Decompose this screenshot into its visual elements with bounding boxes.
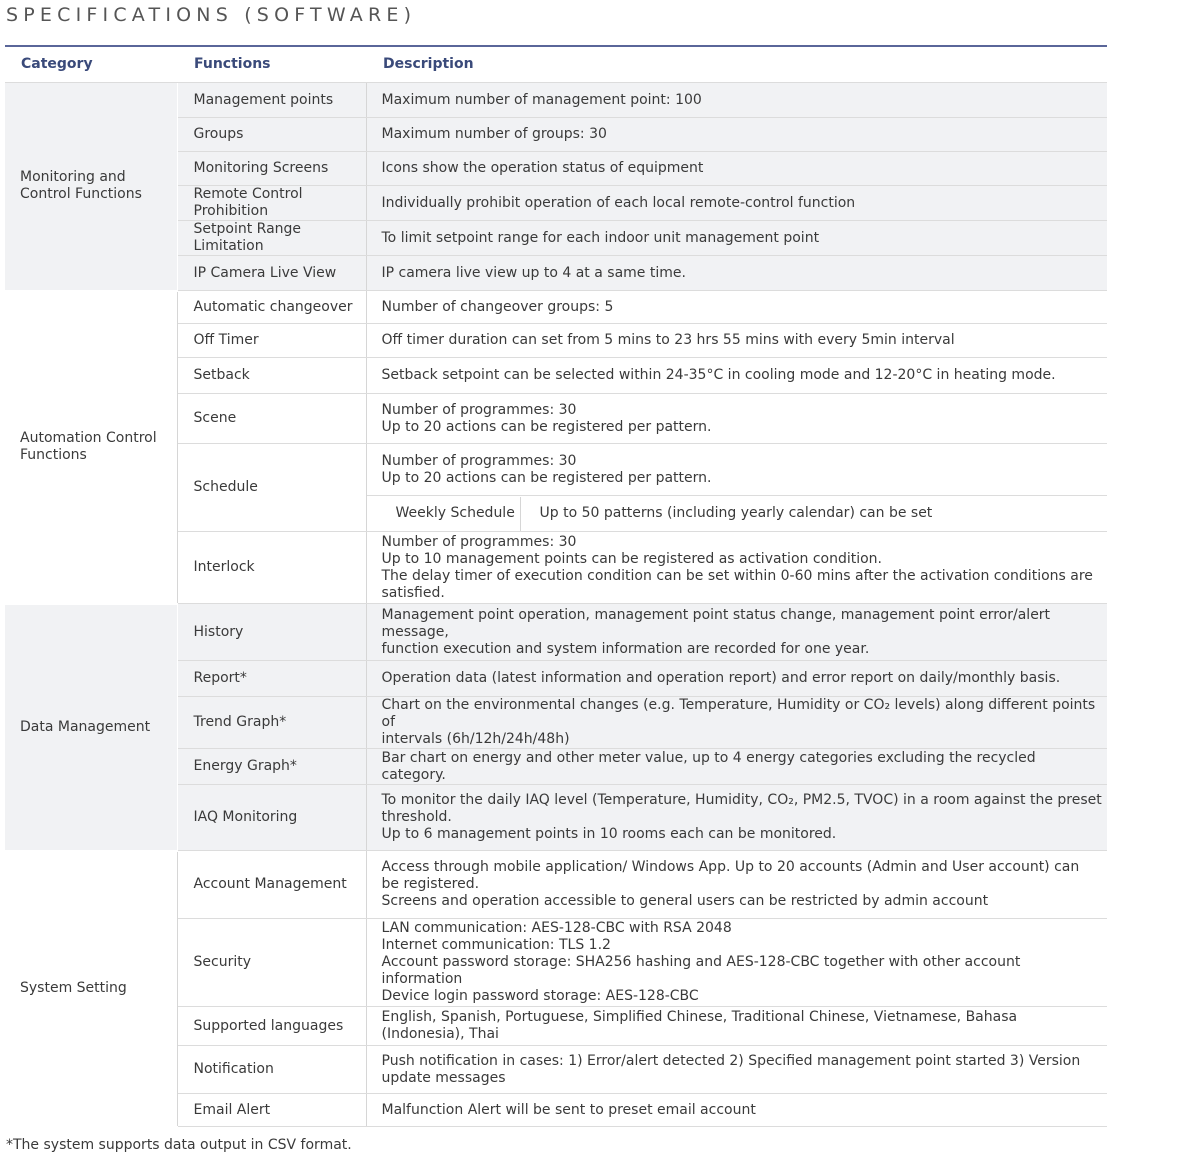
description-line: Device login password storage: AES-128-CBC — [381, 988, 699, 1004]
function-label: Automatic changeover — [193, 298, 353, 315]
function-cell-setpoint-range-limitation — [177, 221, 366, 256]
specifications-table — [5, 47, 1107, 1128]
description-line: intervals (6h/12h/24h/48h) — [381, 731, 570, 747]
column-header-description: Description — [366, 47, 1107, 83]
description-cell — [366, 697, 1107, 749]
function-label: IAQ Monitoring — [193, 809, 298, 825]
function-label: Security — [193, 954, 251, 970]
description-cell — [366, 186, 1107, 221]
description-line: function execution and system information are recorded for one year. — [381, 640, 870, 657]
category-cell-automation-control-functions — [5, 291, 177, 604]
description-cell — [366, 851, 1107, 919]
description-line: Bar chart on energy and other meter value, up to 4 energy categories excluding the recycled category. — [381, 749, 1036, 783]
page-title: SPECIFICATIONS (SOFTWARE) — [6, 4, 417, 26]
function-label: Supported languages — [193, 1017, 344, 1034]
function-label: Setpoint Range Limitation — [193, 221, 302, 254]
table-row — [5, 851, 1107, 919]
function-cell-iaq-monitoring — [177, 785, 366, 851]
description-line: Off timer duration can set from 5 mins to 23 hrs 55 mins with every 5min interval — [381, 332, 955, 348]
function-label: Groups — [193, 126, 244, 142]
description-line: Number of programmes: 30 — [381, 452, 577, 469]
description-line: Malfunction Alert will be sent to preset email account — [381, 1101, 756, 1118]
description-line: Number of changeover groups: 5 — [381, 298, 614, 315]
function-cell-ip-camera-live-view — [177, 256, 366, 291]
function-cell-monitoring-screens — [177, 152, 366, 186]
description-cell — [366, 83, 1107, 118]
description-line: The delay timer of execution condition can be set within 0-60 mins after the activation conditions are satisfied. — [381, 567, 1093, 601]
function-label: Email Alert — [193, 1101, 271, 1118]
function-cell-security — [177, 919, 366, 1007]
description-cell — [366, 604, 1107, 661]
function-cell-interlock — [177, 532, 366, 604]
function-cell-notification — [177, 1046, 366, 1094]
function-label: Setback — [193, 367, 250, 383]
table-row — [5, 83, 1107, 118]
description-cell — [366, 919, 1107, 1007]
description-line: IP camera live view up to 4 at a same time. — [381, 264, 686, 281]
description-cell — [366, 358, 1107, 394]
description-cell — [366, 444, 1107, 496]
description-cell — [366, 1007, 1107, 1046]
sub-description: Up to 50 patterns (including yearly calendar) can be set — [539, 505, 933, 521]
function-label: Energy Graph* — [193, 758, 297, 774]
description-line: Push notification in cases: 1) Error/alert detected 2) Specified management point started 3) Version — [381, 1052, 1081, 1069]
category-label: Monitoring and Control Functions — [20, 169, 142, 203]
description-cell — [366, 661, 1107, 697]
description-line: Icons show the operation status of equipment — [381, 160, 704, 176]
function-label: IP Camera Live View — [193, 264, 337, 281]
description-line: Operation data (latest information and operation report) and error report on daily/monthly basis. — [381, 670, 1061, 686]
description-line: Access through mobile application/ Windows App. Up to 20 accounts (Admin and User account) can — [381, 859, 1080, 875]
category-cell-data-management — [5, 604, 177, 851]
category-label: Data Management — [20, 718, 151, 735]
description-line: Number of programmes: 30 — [381, 533, 577, 550]
description-cell — [366, 394, 1107, 444]
description-line: Up to 20 actions can be registered per pattern. — [381, 418, 712, 435]
function-cell-off-timer — [177, 324, 366, 358]
description-cell — [366, 1094, 1107, 1127]
category-label: Automation Control Functions — [20, 430, 157, 463]
function-label: Management points — [193, 91, 334, 108]
description-cell — [366, 118, 1107, 152]
description-cell — [366, 152, 1107, 186]
description-line: Maximum number of management point: 100 — [381, 91, 702, 108]
description-line: Screens and operation accessible to general users can be restricted by admin account — [381, 893, 989, 909]
function-cell-management-points — [177, 83, 366, 118]
sub-row — [382, 497, 1104, 531]
function-cell-remote-control-prohibition — [177, 186, 366, 221]
function-cell-email-alert — [177, 1094, 366, 1127]
description-line: update messages — [381, 1069, 506, 1086]
description-line: Maximum number of groups: 30 — [381, 126, 607, 142]
function-label: Remote Control Prohibition — [193, 186, 303, 219]
function-label: Scene — [193, 410, 237, 426]
function-label: Account Management — [193, 876, 347, 892]
column-header-functions: Functions — [177, 47, 366, 83]
description-line: threshold. — [381, 809, 452, 825]
function-label: Off Timer — [193, 332, 259, 348]
function-cell-account-management — [177, 851, 366, 919]
description-cell — [366, 532, 1107, 604]
function-label: Monitoring Screens — [193, 160, 329, 176]
description-line: Chart on the environmental changes (e.g. Temperature, Humidity or CO₂ levels) along different points of — [381, 697, 1096, 730]
sub-function-label: Weekly Schedule — [382, 497, 521, 531]
function-label: Report* — [193, 670, 247, 686]
description-line: Internet communication: TLS 1.2 — [381, 937, 611, 953]
description-cell — [366, 291, 1107, 324]
function-cell-schedule — [177, 444, 366, 532]
function-cell-scene — [177, 394, 366, 444]
function-cell-trend-graph — [177, 697, 366, 749]
description-line: Setback setpoint can be selected within 24-35°C in cooling mode and 12-20°C in heating mode. — [381, 367, 1056, 383]
description-line: To limit setpoint range for each indoor unit management point — [381, 229, 820, 246]
description-cell — [366, 785, 1107, 851]
weekly-schedule-cell — [366, 496, 1107, 532]
function-cell-history — [177, 604, 366, 661]
function-label: Schedule — [193, 479, 258, 495]
function-cell-supported-languages — [177, 1007, 366, 1046]
description-cell — [366, 221, 1107, 256]
description-line: Account password storage: SHA256 hashing and AES-128-CBC together with other account information — [381, 954, 1021, 987]
table-body — [5, 83, 1107, 1127]
category-label: System Setting — [20, 980, 127, 996]
description-line: Up to 20 actions can be registered per pattern. — [381, 469, 712, 486]
description-line: To monitor the daily IAQ level (Temperature, Humidity, CO₂, PM2.5, TVOC) in a room against the preset — [381, 792, 1102, 808]
function-label: Interlock — [193, 559, 255, 575]
table-row — [5, 291, 1107, 324]
table-header-row — [5, 47, 1107, 83]
function-label: Trend Graph* — [193, 714, 287, 730]
description-cell — [366, 256, 1107, 291]
description-cell — [366, 1046, 1107, 1094]
function-cell-energy-graph — [177, 749, 366, 785]
description-cell — [366, 749, 1107, 785]
description-line: Up to 10 management points can be registered as activation condition. — [381, 550, 883, 567]
description-line: LAN communication: AES-128-CBC with RSA 2048 — [381, 920, 732, 936]
category-cell-monitoring-and-control-functions — [5, 83, 177, 291]
function-cell-groups — [177, 118, 366, 152]
description-line: Number of programmes: 30 — [381, 401, 577, 418]
function-label: History — [193, 623, 244, 640]
function-label: Notification — [193, 1061, 274, 1077]
table-row — [5, 604, 1107, 661]
function-cell-setback — [177, 358, 366, 394]
function-cell-automatic-changeover — [177, 291, 366, 324]
description-cell — [366, 324, 1107, 358]
function-cell-report — [177, 661, 366, 697]
description-line: Individually prohibit operation of each local remote-control function — [381, 194, 856, 211]
description-line: Management point operation, management point status change, management point error/alert message, — [381, 606, 1051, 640]
column-header-category: Category — [5, 47, 177, 83]
description-line: be registered. — [381, 876, 480, 892]
description-line: Up to 6 management points in 10 rooms each can be monitored. — [381, 826, 837, 842]
category-cell-system-setting — [5, 851, 177, 1127]
description-line: English, Spanish, Portuguese, Simplified Chinese, Traditional Chinese, Vietnamese, Bahasa (Indonesia), Thai — [381, 1009, 1018, 1042]
footnote: *The system supports data output in CSV format. — [6, 1137, 352, 1153]
